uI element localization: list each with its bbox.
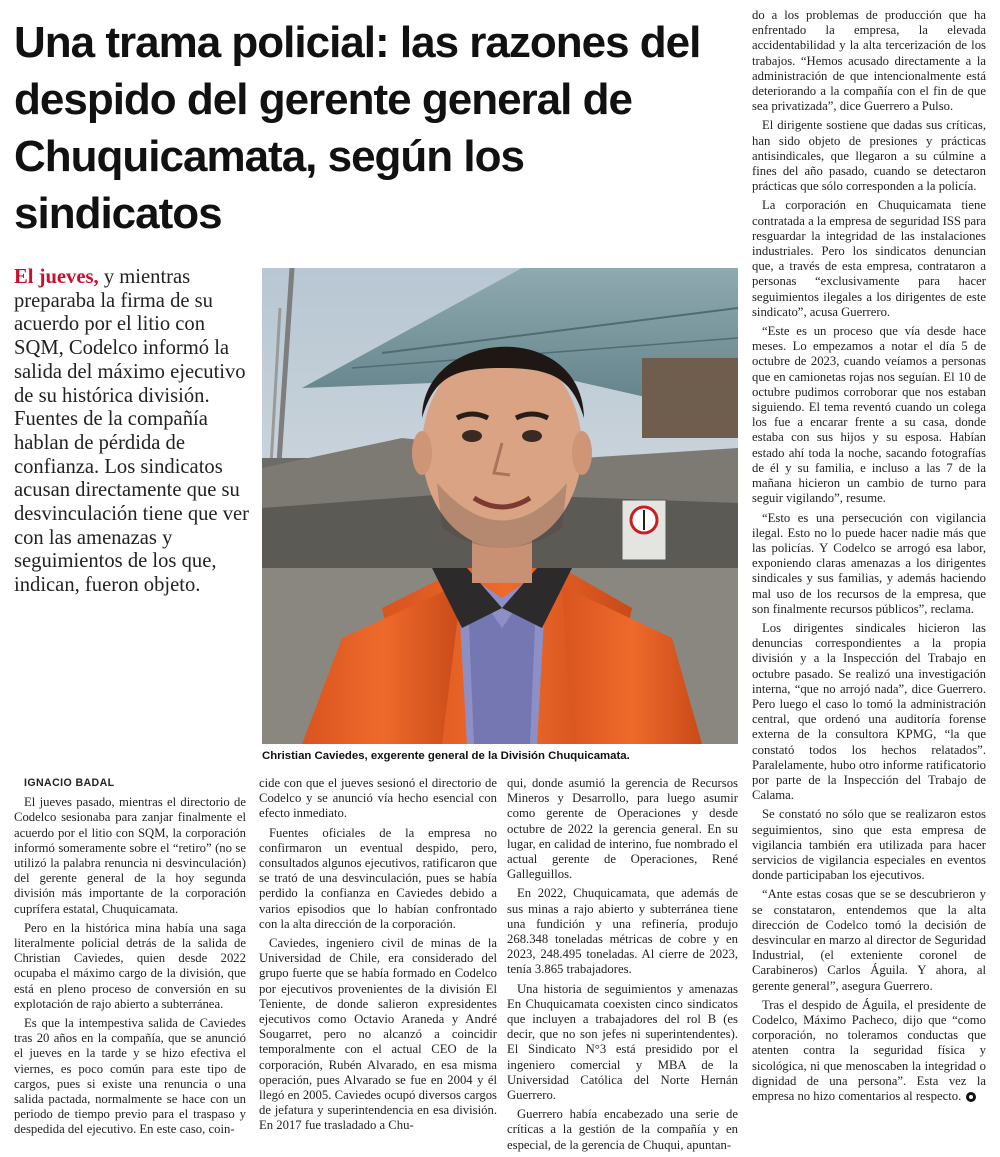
paragraph: Caviedes, ingeniero civil de minas de la Universidad de Chile, era considerado del grupo fuerte que se había formado en Codelco por ejecutivos provenientes de la división El Teniente, de donde salieron expresidentes ejecutivos como Octavio Araneda y André Sougarret, pero no alcanzó a coincidir temporalmente con el actual CEO de la corporación, Rubén Alvarado, en esa misma operación, pues Alvarado se fue en 2004 y él llegó en 2005. Caviedes ocupó diversos cargos de jefatura y superintendencia en esa división. En 2017 fue trasladado a Chu- <box>259 936 497 1133</box>
paragraph: qui, donde asumió la gerencia de Recursos Mineros y Desarrollo, para luego asumir como gerente de Operaciones y desde octubre de 2022 la gerencia general. En su lugar, en calidad de interino, fue nombrado el actual gerente de Operaciones, René Galleguillos. <box>507 776 738 882</box>
photo-caption: Christian Caviedes, exgerente general de la División Chuquicamata. <box>262 750 630 762</box>
paragraph-text: Tras el despido de Águila, el presidente de Codelco, Máximo Pacheco, dijo que “como corporación, no toleramos conductas que atenten contra la seguridad física y sicológica, ni que menoscaben la integridad o dignidad de una persona”. Esta vez la empresa no hizo comentarios al respecto. <box>752 997 986 1104</box>
paragraph: “Esto es una persecución con vigilancia ilegal. Esto no lo puede hacer nadie más que las policías. Y Codelco se arrogó esa labor, exponiendo claras amenazas a los dirigentes sindicales y sus familias, y además haciendo mal uso de los recursos de la empresa, que son finalmente recursos públicos”, reclama. <box>752 510 986 616</box>
paragraph: El jueves pasado, mientras el directorio de Codelco sesionaba para zanjar finalmente el acuerdo por el litio con SQM, la corporación informó someramente sobre el “retiro” (no se utilizó la palabra renuncia ni desvinculación) del gerente general de la hoy segunda división más importante de la corporación cuprífera estatal, Chuquicamata. <box>14 795 246 916</box>
paragraph: El dirigente sostiene que dadas sus críticas, han sido objeto de presiones y prácticas antisindicales, que llegaron a su cúlmine a fines del año pasado, cuando se detectaron prácticas que sólo corresponden a la policía. <box>752 118 986 194</box>
paragraph: Los dirigentes sindicales hicieron las denuncias correspondientes a la propia división y a la Inspección del Trabajo en octubre pasado. Se realizó una investigación interna, “que no arrojó nada”, dice Guerrero. Pero luego el caso lo tomó la administración central, que ordenó una auditoría forense externa de la consultora KPMG, “la que constató todos los hechos relatados”. Paralelamente, hubo otro informe ratificatorio por parte de la Inspección del Trabajo de Calama. <box>752 620 986 803</box>
paragraph: Pero en la histórica mina había una saga literalmente policial detrás de la salida de Christian Caviedes, quien desde 2022 ocupaba el máximo cargo de la división, que está en pleno proceso de conversión en su explotación de rajo abierto a subterránea. <box>14 920 246 1011</box>
article-column-3 <box>507 776 738 1157</box>
article-column-2 <box>259 776 497 1138</box>
article-photo <box>262 268 738 744</box>
headline: Una trama policial: las razones del despido del gerente general de Chuquicamata, según los sindicatos <box>14 18 701 238</box>
paragraph: “Este es un proceso que vía desde hace meses. Lo empezamos a notar el día 5 de octubre de 2023, cuando veíamos a personas que en camionetas rojas nos seguían. El 10 de octubre pudimos corroborar que nos estaban siguiendo. El tema reventó cuando un colega los fue a encarar frente a su casa, donde estaba con sus hijos y su esposa. Habían estado ahí toda la noche, sacando fotografías de él y su familia, e incluso a las 7 de la mañana hicieron un cambio de turno para seguir vigilando”, resume. <box>752 324 986 506</box>
end-of-article-icon <box>966 1092 976 1102</box>
lede <box>14 266 252 598</box>
paragraph: “Ante estas cosas que se se descubrieron y se constataron, entendemos que la alta dirección de Codelco tomó la decisión de desvincular en marzo al director de Seguridad Industrial, (el exteniente coronel de Carabineros) Carlos Águila. Y ahora, al gerente general”, asegura Guerrero. <box>752 887 986 993</box>
paragraph: cide con que el jueves sesionó el directorio de Codelco y se anunció vía hecho esencial con efecto inmediato. <box>259 776 497 821</box>
paragraph: Una historia de seguimientos y amenazas En Chuquicamata coexisten cinco sindicatos que incluyen a trabajadores del rol B (es decir, que no son jefes ni superintendentes). El Sindicato N°3 está presidido por el ingeniero comercial y MBA de la Universidad Católica del Norte Hernán Guerrero. <box>507 981 738 1103</box>
paragraph: Guerrero había encabezado una serie de críticas a la gestión de la compañía y en especial, de la gerencia de Chuqui, apuntan- <box>507 1107 738 1152</box>
paragraph: do a los problemas de producción que ha enfrentado la empresa, la elevada accidentabilidad y la alta tercerización de los trabajos. “Hemos acusado directamente a la administración de que intencionalmente está deteriorando a la compañía con el fin de que sea privatizada”, dice Guerrero a Pulso. <box>752 8 986 114</box>
article-column-4 <box>752 8 986 1108</box>
paragraph: Se constató no sólo que se realizaron estos seguimientos, sino que esta empresa de vigilancia también era utilizada para hacer servicios de vigilancia especiales en eventos donde participaban los ejecutivos. <box>752 807 986 883</box>
lede-body: y mientras preparaba la firma de su acuerdo por el litio con SQM, Codelco informó la salida del máximo ejecutivo de su histórica división. Fuentes de la compañía hablan de pérdida de confianza. Los sindicatos acusan directamente que su desvinculación tiene que ver con las amenazas y seguimientos de los que, indican, fueron objeto. <box>14 266 250 597</box>
paragraph: En 2022, Chuquicamata, que además de sus minas a rajo abierto y subterránea tiene una fundición y una refinería, produjo 268.348 toneladas métricas de cobre y en 2023, 248.495 toneladas. Al cierre de 2023, tenía 3.865 trabajadores. <box>507 886 738 977</box>
paragraph: Es que la intempestiva salida de Caviedes tras 20 años en la compañía, que se anunció el jueves en la tarde y se hizo efectiva el viernes, es poco común para este tipo de cargos, pues si existe una renuncia o una salida pactada, normalmente se hace con un periodo de tiempo previo para el traspaso y despedida del ejecutivo. En este caso, coin- <box>14 1016 246 1137</box>
paragraph <box>752 998 986 1104</box>
article-column-1 <box>14 776 246 1142</box>
byline: IGNACIO BADAL <box>24 777 115 789</box>
paragraph: La corporación en Chuquicamata tiene contratada a la empresa de seguridad ISS para resguardar la integridad de las instalaciones industriales. Pero los sindicatos denuncian que, a través de esta empresa, contrataron a personas “exclusivamente para hacer seguimientos ilegales a los dirigentes de este sindicato”, acusa Guerrero. <box>752 198 986 319</box>
paragraph: Fuentes oficiales de la empresa no confirmaron un eventual despido, pero, consultados algunos ejecutivos, ratificaron que se trató de una desvinculación, pues se había perdido la confianza en Caviedes debido a varios episodios que lo habían confrontado con la alta dirección de la corporación. <box>259 825 497 931</box>
lede-lead-word: El jueves, <box>14 266 99 288</box>
